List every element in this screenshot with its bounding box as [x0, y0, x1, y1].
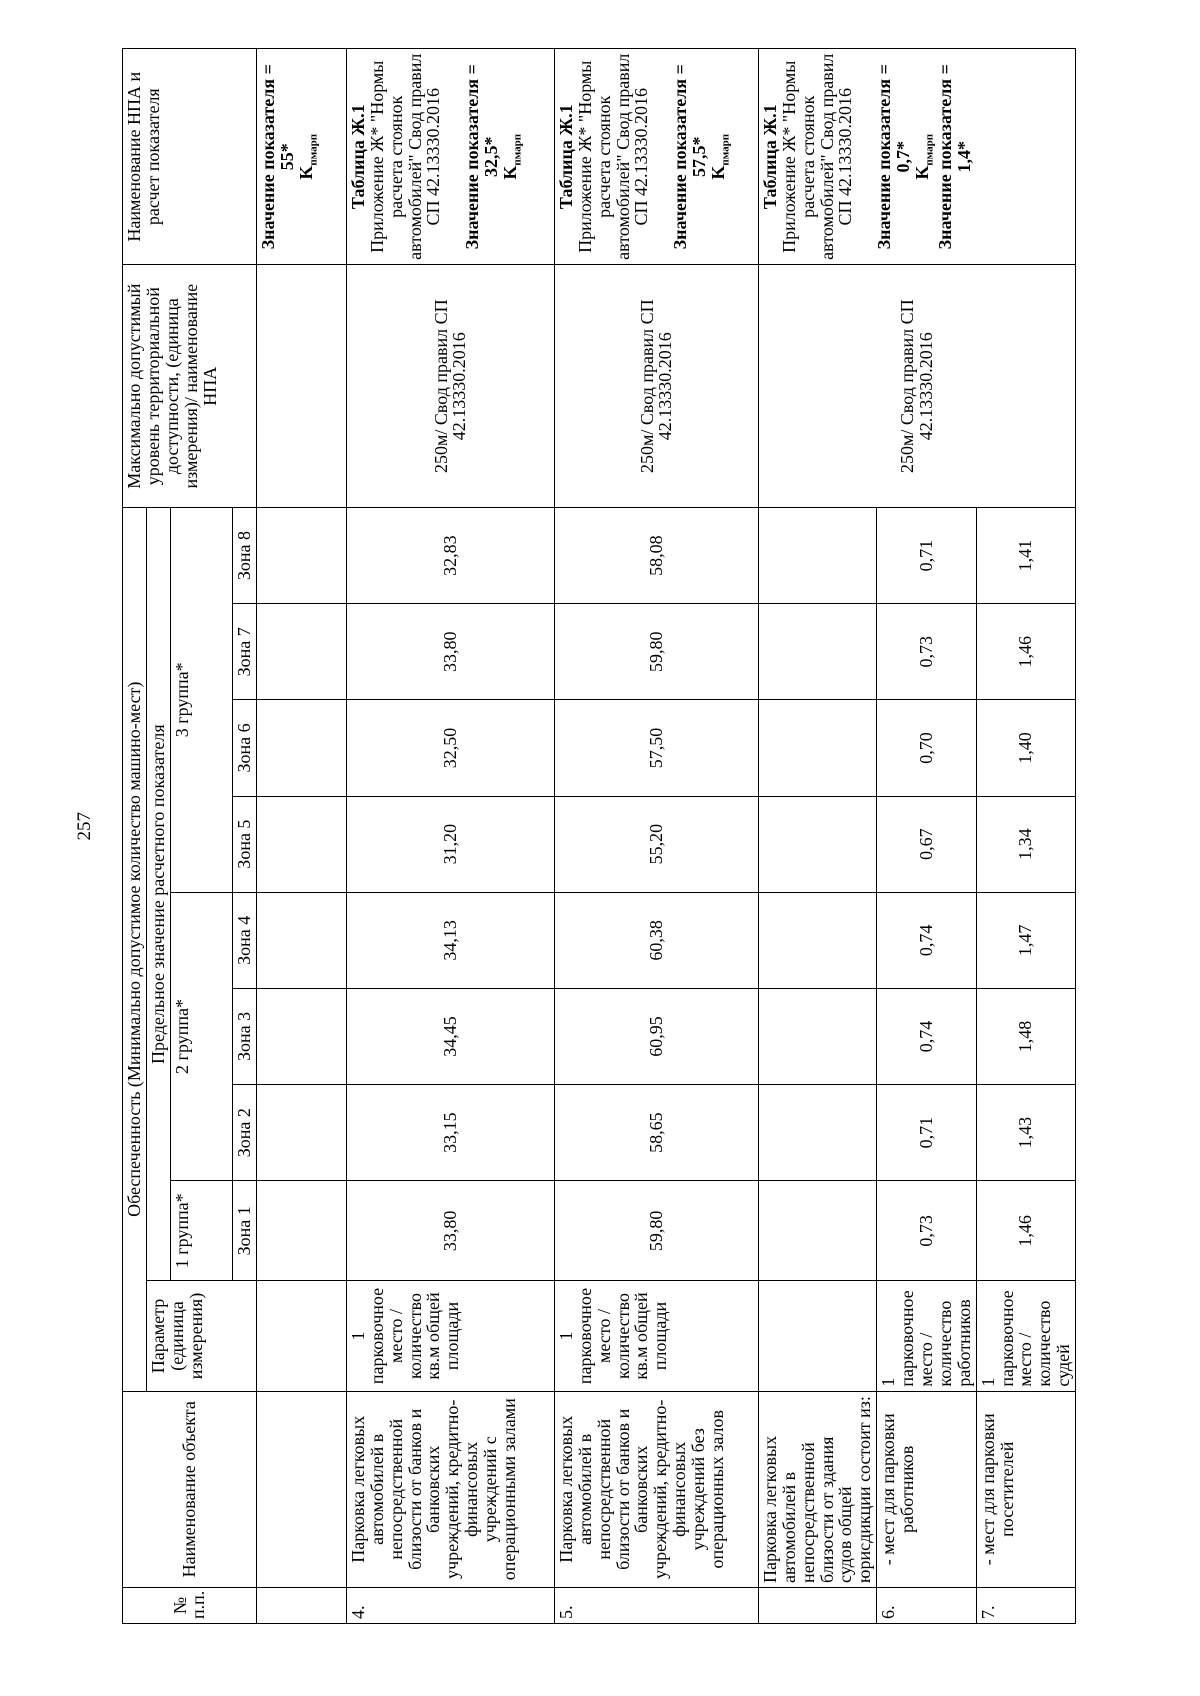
npa-cell — [554, 49, 758, 265]
table-cell — [256, 507, 346, 603]
table-cell — [758, 796, 876, 892]
npa-value: Значение показателя = 57,5* — [670, 64, 710, 250]
value-cell: 33,15 — [346, 1085, 554, 1181]
value-cell: 34,13 — [346, 892, 554, 988]
param-cell: 1 парковочное место / количество кв.м общей площади — [346, 1281, 554, 1391]
npa-text: Приложение Ж* "Нормы расчета стоянок автомобилей" Свод правил СП 42.13330.2016 — [366, 53, 444, 260]
zone-header: Зона 1 — [233, 1181, 257, 1281]
col-name-header: Наименование объекта — [123, 1391, 257, 1587]
provision-header: Обеспеченность (Минимально допустимое количество машино-мест) — [123, 507, 147, 1391]
npa-title: Таблица Ж.1 — [759, 104, 780, 210]
access-cell: 250м/ Свод правил СП 42.13330.2016 — [554, 265, 758, 507]
value-cell: 32,50 — [346, 700, 554, 796]
npa-text: Приложение Ж* "Нормы расчета стоянок автомобилей" Свод правил СП 42.13330.2016 — [778, 53, 856, 260]
object-name: Парковка легковых автомобилей в непосредственной близости от здания судов общей юрисдикции состоит из: — [758, 1391, 876, 1587]
npa-value: Значение показателя = 32,5* — [462, 64, 502, 250]
table-cell — [758, 1085, 876, 1181]
k-coefficient: $K_{пмарп}$ — [708, 133, 732, 180]
value-cell: 1,41 — [976, 507, 1075, 603]
object-name: - мест для парковки работников — [877, 1391, 976, 1587]
table-cell — [758, 988, 876, 1084]
value-cell: 1,43 — [976, 1085, 1075, 1181]
npa-cell — [758, 49, 1075, 265]
access-cell: 250м/ Свод правил СП 42.13330.2016 — [346, 265, 554, 507]
object-name: Парковка легковых автомобилей в непосредственной близости от банков и банковских учреждений, кредитно-финансовых учреждений без операционных залов — [554, 1391, 758, 1587]
value-cell: 58,08 — [554, 507, 758, 603]
zone-header: Зона 7 — [233, 604, 257, 700]
npa-title: Таблица Ж.1 — [555, 104, 576, 210]
value-cell: 0,67 — [877, 796, 976, 892]
object-name: Парковка легковых автомобилей в непосредственной близости от банков и банковских учреждений, кредитно-финансовых учреждений с операционными залами — [346, 1391, 554, 1587]
k-coefficient: $K_{пмарп}$ — [295, 133, 320, 180]
table-cell — [256, 1587, 346, 1623]
value-cell: 55,20 — [554, 796, 758, 892]
table-cell — [758, 892, 876, 988]
param-cell: 1 парковочное место / количество работников — [877, 1281, 976, 1391]
object-name: - мест для парковки посетителей — [976, 1391, 1075, 1587]
value-cell: 0,70 — [877, 700, 976, 796]
value-cell: 31,20 — [346, 796, 554, 892]
table-cell — [256, 700, 346, 796]
table-cell — [256, 1085, 346, 1181]
npa-value: Значение показателя = 0,7* — [874, 64, 914, 250]
zone-header: Зона 3 — [233, 988, 257, 1084]
value-cell: 34,45 — [346, 988, 554, 1084]
col-npa-header: Наименование НПА и расчет показателя — [123, 49, 257, 265]
npa-value: Значение показателя = 1,4* — [935, 64, 975, 250]
zone-header: Зона 6 — [233, 700, 257, 796]
table-cell — [256, 1181, 346, 1281]
table-cell — [256, 265, 346, 507]
value-cell: 1,40 — [976, 700, 1075, 796]
parking-norms-table — [122, 48, 1076, 1624]
table-cell — [758, 1587, 876, 1623]
col-no-header: № п.п. — [123, 1587, 257, 1623]
value-cell: 32,83 — [346, 507, 554, 603]
value-cell: 1,34 — [976, 796, 1075, 892]
table-cell — [256, 1281, 346, 1391]
table-cell — [256, 988, 346, 1084]
k-coefficient: $K_{пмарп}$ — [500, 133, 524, 180]
value-cell: 0,71 — [877, 1085, 976, 1181]
group2-header: 2 группа* — [171, 892, 233, 1181]
group3-header: 3 группа* — [171, 507, 233, 892]
value-cell: 0,74 — [877, 988, 976, 1084]
table-cell — [758, 604, 876, 700]
group1-header: 1 группа* — [171, 1181, 233, 1281]
value-cell: 59,80 — [554, 1181, 758, 1281]
value-cell: 33,80 — [346, 1181, 554, 1281]
row-number: 4. — [346, 1587, 554, 1623]
zone-header: Зона 5 — [233, 796, 257, 892]
table-cell — [256, 1391, 346, 1587]
npa-cell — [256, 49, 346, 265]
value-cell: 60,95 — [554, 988, 758, 1084]
npa-value: Значение показателя = 55* — [257, 64, 297, 250]
rotated-page — [122, 48, 1082, 1624]
value-cell: 0,71 — [877, 507, 976, 603]
value-cell: 59,80 — [554, 604, 758, 700]
value-cell: 1,46 — [976, 604, 1075, 700]
row-number: 6. — [877, 1587, 976, 1623]
table-cell — [758, 1281, 876, 1391]
npa-text: Приложение Ж* "Нормы расчета стоянок автомобилей" Свод правил СП 42.13330.2016 — [574, 53, 652, 260]
value-cell: 57,50 — [554, 700, 758, 796]
value-cell: 1,47 — [976, 892, 1075, 988]
table-cell — [758, 1181, 876, 1281]
param-cell: 1 парковочное место / количество кв.м общей площади — [554, 1281, 758, 1391]
npa-cell — [346, 49, 554, 265]
npa-title: Таблица Ж.1 — [347, 104, 368, 210]
value-cell: 0,74 — [877, 892, 976, 988]
table-cell — [256, 604, 346, 700]
value-cell: 0,73 — [877, 1181, 976, 1281]
value-cell: 1,48 — [976, 988, 1075, 1084]
table-cell — [758, 507, 876, 603]
zone-header: Зона 8 — [233, 507, 257, 603]
page-number: 257 — [74, 812, 95, 841]
col-param-header: Параметр (единица измерения) — [147, 1281, 257, 1391]
zone-header: Зона 4 — [233, 892, 257, 988]
row-number: 7. — [976, 1587, 1075, 1623]
value-cell: 33,80 — [346, 604, 554, 700]
param-cell: 1 парковочное место / количество судей — [976, 1281, 1075, 1391]
value-cell: 60,38 — [554, 892, 758, 988]
col-access-header: Максимально допустимый уровень территориальной доступности, (единица измерения)/ наименование НПА — [123, 265, 257, 507]
table-cell — [758, 700, 876, 796]
access-cell: 250м/ Свод правил СП 42.13330.2016 — [758, 265, 1075, 507]
zone-header: Зона 2 — [233, 1085, 257, 1181]
value-cell: 0,73 — [877, 604, 976, 700]
row-number: 5. — [554, 1587, 758, 1623]
value-cell: 58,65 — [554, 1085, 758, 1181]
table-cell — [256, 892, 346, 988]
limit-header: Предельное значение расчетного показателя — [147, 507, 171, 1281]
value-cell: 1,46 — [976, 1181, 1075, 1281]
table-cell — [256, 796, 346, 892]
k-coefficient: $K_{пмарп}$ — [912, 133, 936, 180]
